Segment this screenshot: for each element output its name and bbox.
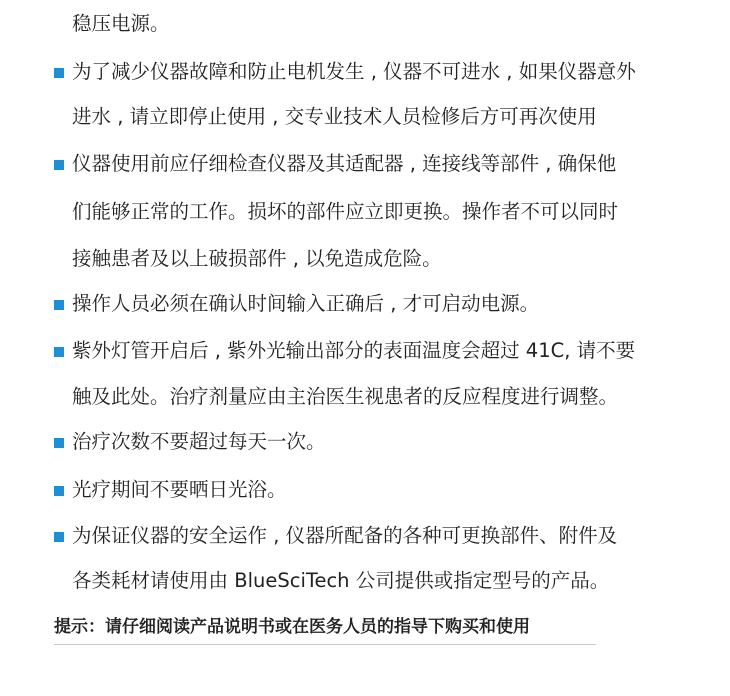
text-line: 们能够正常的工作。损坏的部件应立即更换。操作者不可以同时: [72, 200, 619, 223]
text-line: 为保证仪器的安全运作 , 仪器所配备的各种可更换部件、附件及: [72, 524, 618, 547]
text-line: 各类耗材请使用由 BlueSciTech 公司提供或指定型号的产品。: [72, 569, 610, 592]
text-line: 稳压电源。: [72, 12, 170, 35]
text-line: 接触患者及以上破损部件 , 以免造成危险。: [72, 247, 442, 270]
divider: [54, 644, 596, 645]
text-line: 仪器使用前应仔细检查仪器及其适配器 , 连接线等部件 , 确保他: [72, 152, 617, 175]
bullet-square-icon: [54, 347, 64, 357]
text-line: 治疗次数不要超过每天一次。: [72, 430, 326, 453]
text-line: 紫外灯管开启后 , 紫外光输出部分的表面温度会超过 41C, 请不要: [72, 339, 636, 362]
text-line: 为了减少仪器故障和防止电机发生 , 仪器不可进水 , 如果仪器意外: [72, 60, 636, 83]
bullet-square-icon: [54, 300, 64, 310]
text-line: 进水 , 请立即停止使用 , 交专业技术人员检修后方可再次使用: [72, 105, 597, 128]
bullet-square-icon: [54, 160, 64, 170]
text-line: 操作人员必须在确认时间输入正确后 , 才可启动电源。: [72, 292, 540, 315]
text-line: 触及此处。治疗剂量应由主治医生视患者的反应程度进行调整。: [72, 385, 619, 408]
notice-text: 提示：请仔细阅读产品说明书或在医务人员的指导下购买和使用: [54, 617, 530, 637]
bullet-square-icon: [54, 438, 64, 448]
text-line: 光疗期间不要晒日光浴。: [72, 478, 287, 501]
bullet-square-icon: [54, 532, 64, 542]
bullet-square-icon: [54, 68, 64, 78]
bullet-square-icon: [54, 486, 64, 496]
